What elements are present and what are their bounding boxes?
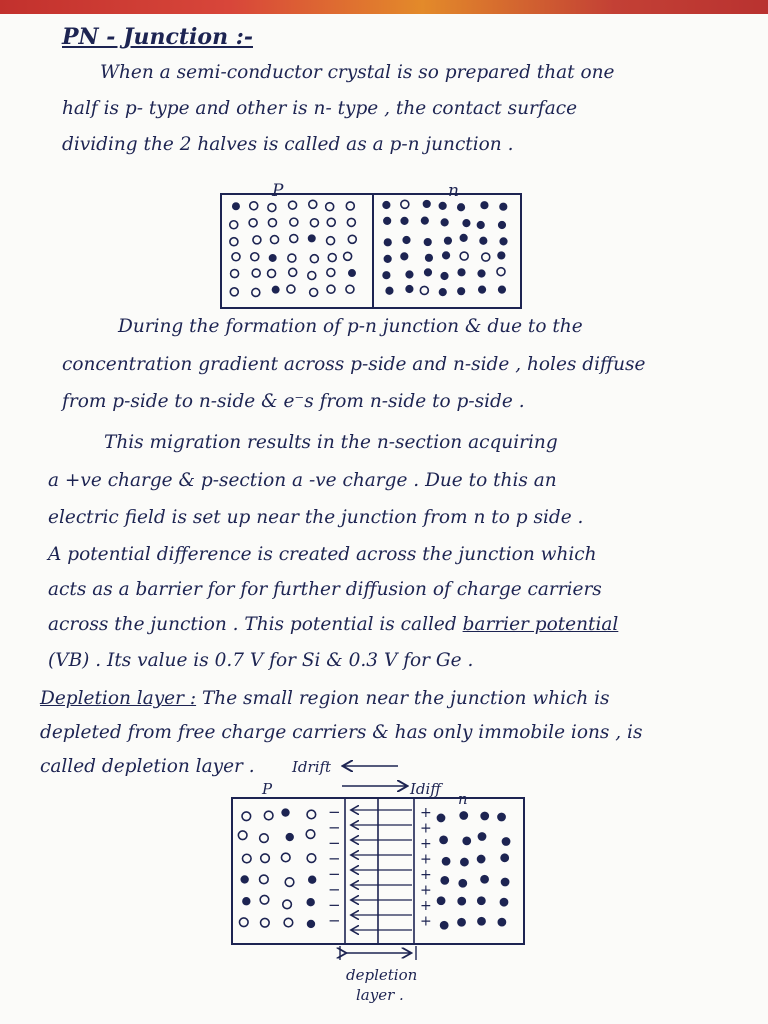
electron bbox=[401, 218, 408, 225]
hole bbox=[307, 810, 316, 819]
hole bbox=[289, 201, 297, 209]
acceptor-ion bbox=[282, 809, 289, 816]
hole bbox=[260, 834, 269, 843]
electron bbox=[458, 898, 465, 905]
hole bbox=[348, 235, 356, 243]
hole bbox=[346, 202, 354, 210]
acceptor-ion bbox=[272, 286, 278, 292]
electron bbox=[439, 289, 446, 296]
electron bbox=[384, 218, 391, 225]
hole bbox=[328, 254, 336, 262]
electron bbox=[442, 858, 449, 865]
electron bbox=[460, 812, 467, 819]
electron bbox=[458, 919, 465, 926]
electron bbox=[437, 814, 444, 821]
electron bbox=[499, 286, 506, 293]
migration-line-5: acts as a barrier for for further diffusion of charge carriers bbox=[48, 579, 602, 600]
positive-ion: + bbox=[420, 913, 432, 930]
hole bbox=[306, 830, 315, 839]
migration-line-4: A potential difference is created across the junction which bbox=[48, 544, 597, 565]
migration-line-6 bbox=[48, 614, 618, 635]
hole bbox=[268, 269, 276, 277]
crystal-outline bbox=[221, 194, 521, 308]
positive-ions bbox=[420, 805, 432, 930]
negative-ion: − bbox=[328, 849, 341, 868]
electron bbox=[441, 877, 448, 884]
hole bbox=[281, 853, 290, 862]
depletion-caption-2: layer . bbox=[356, 986, 404, 1004]
electron bbox=[440, 836, 447, 843]
electron bbox=[406, 286, 413, 293]
fig2-n-side-electrons bbox=[437, 812, 509, 929]
hole bbox=[309, 200, 317, 208]
negative-ion: − bbox=[328, 880, 341, 899]
electron bbox=[406, 271, 413, 278]
electron bbox=[459, 880, 466, 887]
acceptor-ion bbox=[309, 235, 315, 241]
hole bbox=[285, 878, 294, 887]
acceptor-ion bbox=[307, 899, 314, 906]
electron bbox=[499, 222, 506, 229]
electron bbox=[445, 237, 452, 244]
p-side-holes bbox=[230, 200, 357, 296]
i-drift-label: Idrift bbox=[292, 758, 332, 776]
hole bbox=[344, 252, 352, 260]
electric-field-arrows bbox=[352, 810, 412, 930]
electron bbox=[386, 287, 393, 294]
depletion-line-3: called depletion layer . bbox=[40, 756, 255, 777]
migration-line-6-text: across the junction . This potential is called bbox=[48, 614, 457, 635]
depletion-line-1-text: The small region near the junction which is bbox=[201, 688, 610, 709]
depletion-line-2: depleted from free charge carriers & has only immobile ions , is bbox=[40, 722, 643, 743]
hole bbox=[346, 285, 354, 293]
positive-ion: + bbox=[420, 867, 432, 883]
positive-ion: + bbox=[420, 851, 432, 868]
acceptor-ion bbox=[308, 921, 315, 928]
hole bbox=[326, 203, 334, 211]
hole bbox=[327, 285, 335, 293]
migration-line-3: electric field is set up near the junction from n to p side . bbox=[48, 507, 584, 528]
electron bbox=[478, 833, 485, 840]
electron bbox=[463, 220, 470, 227]
notebook-top-edge bbox=[0, 0, 768, 14]
electron bbox=[480, 237, 487, 244]
formation-line-2: concentration gradient across p-side and n-side , holes diffuse bbox=[62, 354, 646, 375]
electron bbox=[477, 222, 484, 229]
electron bbox=[498, 252, 505, 259]
depletion-line-1 bbox=[40, 688, 610, 709]
electron bbox=[481, 876, 488, 883]
electron bbox=[425, 269, 432, 276]
donor-ion bbox=[420, 286, 428, 294]
negative-ion: − bbox=[328, 803, 341, 821]
intro-line-3: dividing the 2 halves is called as a p-n junction . bbox=[62, 134, 514, 155]
electron bbox=[423, 201, 430, 208]
negative-ion: − bbox=[328, 896, 341, 914]
hole bbox=[238, 831, 247, 840]
electron bbox=[383, 202, 390, 209]
electron bbox=[478, 897, 485, 904]
notebook-page bbox=[0, 14, 768, 1024]
hole bbox=[268, 204, 276, 212]
acceptor-ion bbox=[243, 898, 250, 905]
hole bbox=[308, 271, 316, 279]
negative-ion: − bbox=[328, 818, 341, 837]
electron bbox=[426, 254, 433, 261]
donor-ion bbox=[482, 253, 490, 261]
barrier-value-line: (VB) . Its value is 0.7 V for Si & 0.3 V for Ge . bbox=[48, 650, 474, 671]
hole bbox=[260, 895, 269, 904]
electron bbox=[437, 897, 444, 904]
hole bbox=[239, 918, 248, 927]
intro-line-2: half is p- type and other is n- type , the contact surface bbox=[62, 98, 578, 119]
hole bbox=[289, 268, 297, 276]
hole bbox=[251, 253, 259, 261]
hole bbox=[230, 288, 238, 296]
fig2-p-label: P bbox=[262, 780, 273, 798]
page-title: PN - Junction :- bbox=[62, 24, 253, 50]
hole bbox=[260, 875, 269, 884]
electron bbox=[458, 204, 465, 211]
electron bbox=[478, 270, 485, 277]
electron bbox=[500, 899, 507, 906]
electron bbox=[441, 922, 448, 929]
depletion-caption-1: depletion bbox=[346, 966, 418, 984]
donor-ion bbox=[497, 268, 505, 276]
hole bbox=[287, 285, 295, 293]
electron bbox=[500, 203, 507, 210]
electron bbox=[384, 256, 391, 263]
negative-ion: − bbox=[328, 865, 341, 883]
hole bbox=[252, 288, 260, 296]
hole bbox=[242, 854, 251, 863]
n-region-label: n bbox=[448, 181, 459, 201]
fig2-p-side-holes bbox=[238, 809, 315, 927]
positive-ion: + bbox=[420, 820, 432, 837]
hole bbox=[268, 219, 276, 227]
hole bbox=[249, 219, 257, 227]
hole bbox=[232, 253, 240, 261]
acceptor-ion bbox=[233, 203, 239, 209]
barrier-potential-term: barrier potential bbox=[462, 614, 619, 635]
hole bbox=[253, 236, 261, 244]
hole bbox=[250, 202, 258, 210]
hole bbox=[290, 235, 298, 243]
electron bbox=[479, 286, 486, 293]
positive-ion: + bbox=[420, 898, 432, 914]
hole bbox=[288, 254, 296, 262]
negative-ion: − bbox=[328, 834, 341, 852]
hole bbox=[252, 269, 260, 277]
hole bbox=[310, 255, 318, 263]
hole bbox=[327, 237, 335, 245]
hole bbox=[271, 236, 279, 244]
positive-ion: + bbox=[420, 805, 432, 821]
p-region-label: P bbox=[272, 181, 284, 201]
negative-ions bbox=[328, 803, 341, 930]
formation-line-3: from p-side to n-side & e⁻s from n-side to p-side . bbox=[62, 391, 525, 412]
i-diff-label: Idiff bbox=[410, 780, 441, 798]
electron bbox=[460, 235, 467, 242]
electron bbox=[502, 838, 509, 845]
electron bbox=[481, 812, 488, 819]
electron bbox=[481, 202, 488, 209]
hole bbox=[290, 218, 298, 226]
electron bbox=[424, 239, 431, 246]
hole bbox=[284, 918, 293, 927]
donor-ion bbox=[401, 200, 409, 208]
n-side-electrons bbox=[383, 200, 507, 295]
electron bbox=[478, 855, 485, 862]
acceptor-ion bbox=[269, 255, 275, 261]
electron bbox=[422, 217, 429, 224]
electron bbox=[443, 252, 450, 259]
hole bbox=[307, 854, 316, 863]
hole bbox=[283, 900, 292, 909]
electron bbox=[458, 288, 465, 295]
positive-ion: + bbox=[420, 882, 432, 899]
electron bbox=[461, 858, 468, 865]
intro-line-1: When a semi-conductor crystal is so prepared that one bbox=[100, 62, 615, 83]
hole bbox=[327, 218, 335, 226]
electron bbox=[478, 918, 485, 925]
hole bbox=[261, 918, 270, 927]
acceptor-ion bbox=[241, 876, 248, 883]
electron bbox=[441, 219, 448, 226]
electron bbox=[403, 237, 410, 244]
electron bbox=[439, 203, 446, 210]
hole bbox=[310, 288, 318, 296]
hole bbox=[347, 218, 355, 226]
hole bbox=[231, 270, 239, 278]
hole bbox=[242, 812, 251, 821]
positive-ion: + bbox=[420, 836, 432, 852]
hole bbox=[261, 854, 270, 863]
electron bbox=[498, 919, 505, 926]
acceptor-ion bbox=[286, 834, 293, 841]
electron bbox=[383, 272, 390, 279]
electron bbox=[501, 854, 508, 861]
electron bbox=[458, 269, 465, 276]
formation-line-1: During the formation of p-n junction & due to the bbox=[118, 316, 583, 337]
depletion-layer-term: Depletion layer : bbox=[40, 688, 197, 709]
acceptor-ion bbox=[309, 876, 316, 883]
hole bbox=[230, 221, 238, 229]
migration-line-2: a +ve charge & p-section a -ve charge . Due to this an bbox=[48, 470, 557, 491]
negative-ion: − bbox=[328, 911, 341, 930]
electron bbox=[384, 239, 391, 246]
hole bbox=[327, 269, 335, 277]
electron bbox=[401, 253, 408, 260]
electron bbox=[501, 878, 508, 885]
hole bbox=[310, 219, 318, 227]
fig2-crystal-outline bbox=[232, 798, 524, 944]
electron bbox=[441, 273, 448, 280]
electron bbox=[500, 238, 507, 245]
electron bbox=[498, 813, 505, 820]
hole bbox=[230, 238, 238, 246]
migration-line-1: This migration results in the n-section acquiring bbox=[104, 432, 558, 453]
fig2-n-label: n bbox=[458, 790, 468, 808]
donor-ion bbox=[460, 252, 468, 260]
acceptor-ion bbox=[349, 270, 355, 276]
electron bbox=[463, 837, 470, 844]
hole bbox=[264, 811, 273, 820]
